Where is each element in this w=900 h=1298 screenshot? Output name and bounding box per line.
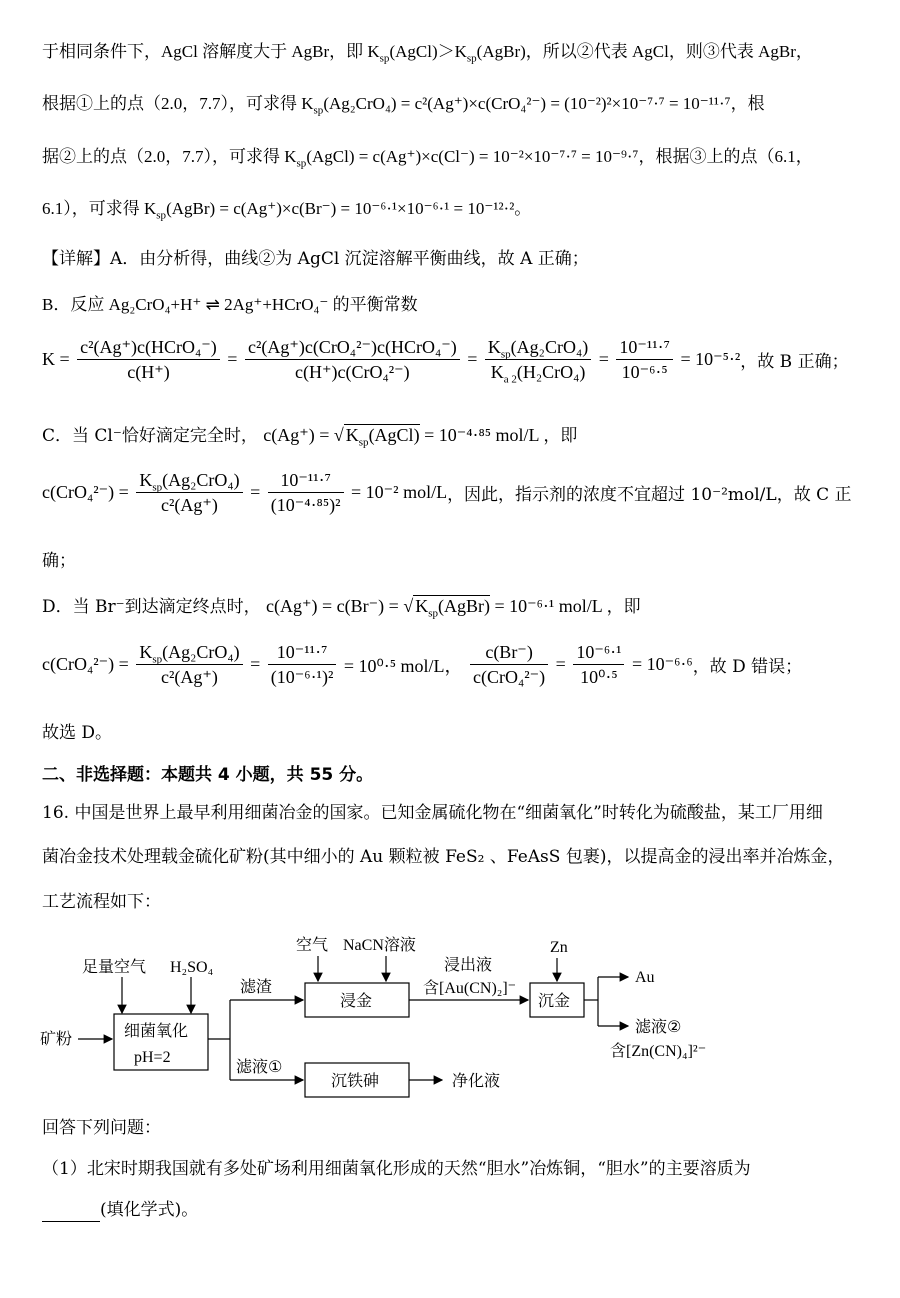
input-air-label: 足量空气 [82, 957, 147, 976]
ksp-agcl-expression: (AgCl) = c(Ag⁺)×c(Cl⁻) = 10⁻²×10⁻⁷·⁷ = 10⁻⁹·⁷ [306, 147, 639, 166]
b-fraction-4: $\frac{\text{10⁻¹¹·⁷}}{\text{10⁻⁶·⁵}}$ [616, 335, 673, 384]
b-fraction-3: $\frac{K_{sp}(Ag_2CrO_4)}{K_{a 2}(H_2CrO_4)}$ [485, 335, 591, 384]
output-au-label: Au [635, 969, 655, 986]
d-fraction-1: $\frac{K_{sp}(Ag_2CrO_4)}{\text{c²(Ag⁺)}}$ [136, 640, 242, 689]
oxidation-box-label-2: pH=2 [134, 1049, 171, 1066]
filtrate-1-label: 滤液① [236, 1057, 283, 1076]
residue-label: 滤渣 [240, 977, 273, 996]
detail-a: 【详解】A．由分析得，曲线②为 AgCl 沉淀溶解平衡曲线，故 A 正确； [42, 249, 589, 269]
option-c-end: 确； [42, 551, 76, 571]
ksp-agbr-expression: (AgBr) = c(Ag⁺)×c(Br⁻) = 10⁻⁶·¹×10⁻⁶·¹ = 10⁻¹²·² [166, 199, 515, 218]
oxidation-box-label-1: 细菌氧化 [124, 1021, 189, 1040]
leaching-box-label: 浸金 [340, 991, 373, 1010]
d-fraction-3: $\frac{c(Br^-)}{\text{c(CrO₄²⁻)}}$ [470, 640, 548, 689]
question-1-line-1: （1）北宋时期我国就有多处矿场利用细菌氧化形成的天然“胆水”冶炼铜，“胆水”的主要溶质为 [42, 1159, 751, 1179]
option-c-equation: c(CrO₄²⁻) = $\frac{K_{sp}(Ag_2CrO_4)}{\text{c²(Ag⁺)}}$ = $\frac{\text{10⁻¹¹·⁷}}{\text{(10⁻⁴·⁸⁵)²}}$ = 10⁻² mol/L，因此，指示剂的浓度不宜超过 10⁻²mol/L，故 C 正 [42, 470, 852, 515]
filtrate-2-label-2: 含[Zn(CN)₄]²⁻ [610, 1043, 707, 1060]
option-b-equation: K = $\frac{\text{c²(Ag⁺)c(HCrO₄⁻)}}{c(H^+)}$ = $\frac{\text{c²(Ag⁺)c(CrO₄²⁻)c(HCrO₄⁻)}}{\text{c(H⁺)c(CrO₄²⁻)}}$ = $\frac{K_{sp}(Ag_2CrO_4)}{K_{a 2}(H_2CrO_4)}$ = $\frac{\text{10⁻¹¹·⁷}}{\text{10⁻⁶·⁵}}$ = 10⁻⁵·²，故 B 正确； [42, 337, 849, 386]
answer-line: 故选 D。 [42, 723, 113, 743]
c-fraction-1: $\frac{K_{sp}(Ag_2CrO_4)}{\text{c²(Ag⁺)}}$ [136, 468, 242, 517]
ksp-ag2cro4-expression: (Ag₂CrO₄) = c²(Ag⁺)×c(CrO₄²⁻) = (10⁻²)²×10⁻⁷·⁷ = 10⁻¹¹·⁷ [323, 94, 731, 113]
section-2-heading: 二、非选择题：本题共 4 小题，共 55 分。 [42, 765, 374, 785]
question-16-line-1: 16. 中国是世界上最早利用细菌冶金的国家。已知金属硫化物在“细菌氧化”时转化为硫酸盐，某工厂用细 [42, 803, 823, 823]
filtrate-2-label: 滤液② [635, 1017, 682, 1036]
input-zn-label: Zn [550, 939, 568, 956]
answer-prompt: 回答下列问题： [42, 1118, 161, 1138]
d-fraction-4: $\frac{\text{10⁻⁶·¹}}{\text{10⁰·⁵}}$ [573, 640, 624, 689]
question-16-line-3: 工艺流程如下： [42, 892, 161, 912]
question-1-line-2: (填化学式)。 [42, 1198, 198, 1222]
iron-arsenic-box-label: 沉铁砷 [331, 1071, 380, 1090]
input-nacn-label: NaCN溶液 [343, 937, 416, 954]
purified-solution-label: 净化液 [452, 1071, 501, 1090]
text-line-3: 据②上的点（2.0，7.7），可求得 $K_{sp}(AgCl) = c(Ag^+)\times c(Cl^-) = 10^{-2}\times 10^{-7}\cdot^7 = 10^{-9}\cdot^7$，根据③上的点（6.1， [42, 147, 813, 170]
option-d-intro: D．当 Br⁻到达滴定终点时， c(Ag⁺) = c(Br⁻) = √ $K_{sp}(AgBr) = 10^{-6}\cdot^1$ mol/L ，即 [42, 596, 641, 620]
text-line-4: 6.1），可求得 $K_{sp}(AgBr) = c(Ag^+)\times c(Br^-) = 10^{-6}\cdot^1\times 10^{-6}\cdot^1 = 10^{-12}\cdot^2$。 [42, 199, 532, 222]
question-16-line-2: 菌冶金技术处理载金硫化矿粉(其中细小的 Au 颗粒被 FeS₂ 、FeAsS 包裹)，以提高金的浸出率并冶炼金， [42, 847, 845, 867]
d-fraction-2: $\frac{\text{10⁻¹¹·⁷}}{\text{(10⁻⁶·¹)²}}$ [268, 640, 337, 689]
text-line-1: 于相同条件下，AgCl 溶解度大于 AgBr，即 $K_{sp}(AgCl)>K_{sp}(AgBr)$，所以②代表 AgCl，则③代表 AgBr， [42, 42, 813, 65]
b-fraction-2: $\frac{\text{c²(Ag⁺)c(CrO₄²⁻)c(HCrO₄⁻)}}{\text{c(H⁺)c(CrO₄²⁻)}}$ [245, 335, 460, 384]
leachate-label-2: 含[Au(CN)₂]⁻ [423, 980, 517, 997]
answer-blank[interactable] [42, 1205, 100, 1222]
input-air-2-label: 空气 [296, 935, 329, 954]
ore-powder-label: 矿粉 [40, 1029, 73, 1048]
option-d-equation: c(CrO₄²⁻) = $\frac{K_{sp}(Ag_2CrO_4)}{\text{c²(Ag⁺)}}$ = $\frac{\text{10⁻¹¹·⁷}}{\text{(10⁻⁶·¹)²}}$ = 10⁰·⁵ mol/L， $\frac{c(Br^-)}{\text{c(CrO₄²⁻)}}$ = $\frac{\text{10⁻⁶·¹}}{\text{10⁰·⁵}}$ = 10⁻⁶·⁶，故 D 错误； [42, 642, 803, 687]
option-b-intro: B．反应 Ag₂CrO₄+H⁺ ⇌ 2Ag⁺+HCrO₄⁻ 的平衡常数 [42, 295, 418, 314]
c-fraction-2: $\frac{\text{10⁻¹¹·⁷}}{\text{(10⁻⁴·⁸⁵)²}}$ [268, 468, 344, 517]
gold-box-label: 沉金 [538, 991, 571, 1010]
b-fraction-1: $\frac{\text{c²(Ag⁺)c(HCrO₄⁻)}}{c(H^+)}$ [77, 335, 220, 384]
input-h2so4-label: H₂SO₄ [170, 959, 214, 976]
option-c-intro: C．当 Cl⁻恰好滴定完全时， c(Ag⁺) = √ $K_{sp}(AgCl) = 10^{-4}\cdot^{85}$ mol/L ，即 [42, 425, 578, 449]
text-line-2: 根据①上的点（2.0，7.7），可求得 $K_{sp}(Ag_2CrO_4) = c^2(Ag^+)\times c(CrO_4^{2-}) = (10^{-2})^2\times 10^{-7}\cdot^7 = 10^{-11}\cdot^7$，根 [42, 94, 765, 117]
process-flowchart [0, 920, 900, 1100]
leachate-label-1: 浸出液 [444, 955, 493, 974]
